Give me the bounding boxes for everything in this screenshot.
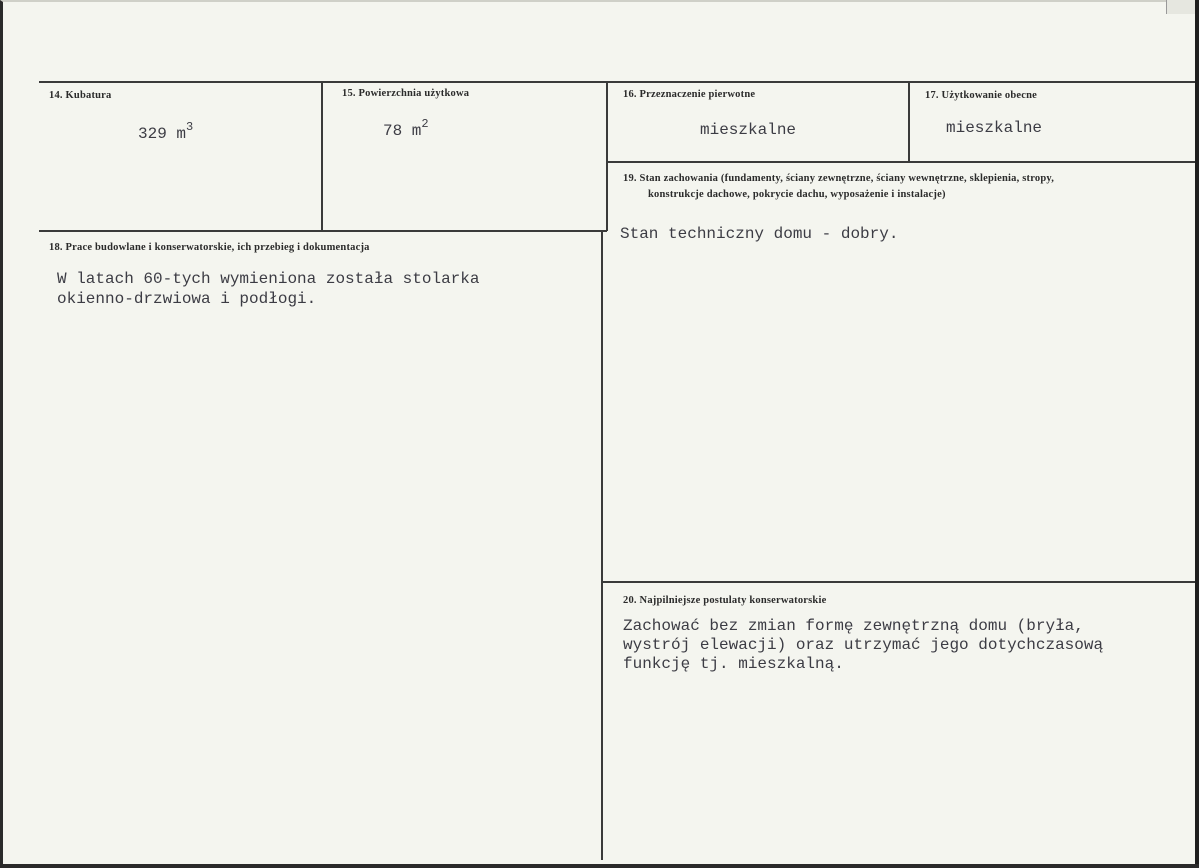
grid-line-row3 <box>603 581 1199 583</box>
uzytkowanie-value: mieszkalne <box>946 119 1043 137</box>
grid-line-v1 <box>321 81 323 231</box>
prace-label: 18. Prace budowlane i konserwatorskie, ich przebieg i dokumentacja <box>49 242 370 253</box>
prace-line-1: W latach 60-tych wymieniona została stolarka <box>57 270 480 288</box>
postulaty-line-3: funkcję tj. mieszkalną. <box>623 655 844 673</box>
card-edge-bottom <box>0 864 1199 868</box>
grid-line-v2-lower <box>601 230 603 860</box>
postulaty-label: 20. Najpilniejsze postulaty konserwatorskie <box>623 595 827 606</box>
powierzchnia-unit-exponent: 2 <box>421 117 429 131</box>
grid-line-top <box>39 81 1199 83</box>
przeznaczenie-value: mieszkalne <box>700 121 797 139</box>
grid-line-row2-left <box>39 230 607 232</box>
grid-line-v2 <box>606 81 608 231</box>
grid-line-row2 <box>607 161 1199 163</box>
stan-label: 19. Stan zachowania (fundamenty, ściany zewnętrzne, ściany wewnętrzne, sklepienia, stropy, <box>623 173 1055 184</box>
stan-label-cont: konstrukcje dachowe, pokrycie dachu, wyposażenie i instalacje) <box>648 189 946 200</box>
postulaty-line-1: Zachować bez zmian formę zewnętrzną domu (bryła, <box>623 617 1084 635</box>
card-edge-right <box>1195 0 1199 868</box>
postulaty-line-2: wystrój elewacji) oraz utrzymać jego dotychczasową <box>623 636 1104 654</box>
uzytkowanie-label: 17. Użytkowanie obecne <box>925 90 1038 101</box>
kubatura-value: 329 $m^3$ <box>138 120 194 143</box>
powierzchnia-value: 78 $m^2$ <box>383 117 429 140</box>
kubatura-label: 14. Kubatura <box>49 90 112 101</box>
przeznaczenie-label: 16. Przeznaczenie pierwotne <box>623 89 756 100</box>
stan-value: Stan techniczny domu - dobry. <box>620 225 899 243</box>
powierzchnia-label: 15. Powierzchnia użytkowa <box>342 88 470 99</box>
prace-line-2: okienno-drzwiowa i podłogi. <box>57 290 317 308</box>
grid-line-v3 <box>908 81 910 162</box>
card-corner-tab <box>1166 0 1195 14</box>
kubatura-unit-exponent: 3 <box>186 120 194 134</box>
